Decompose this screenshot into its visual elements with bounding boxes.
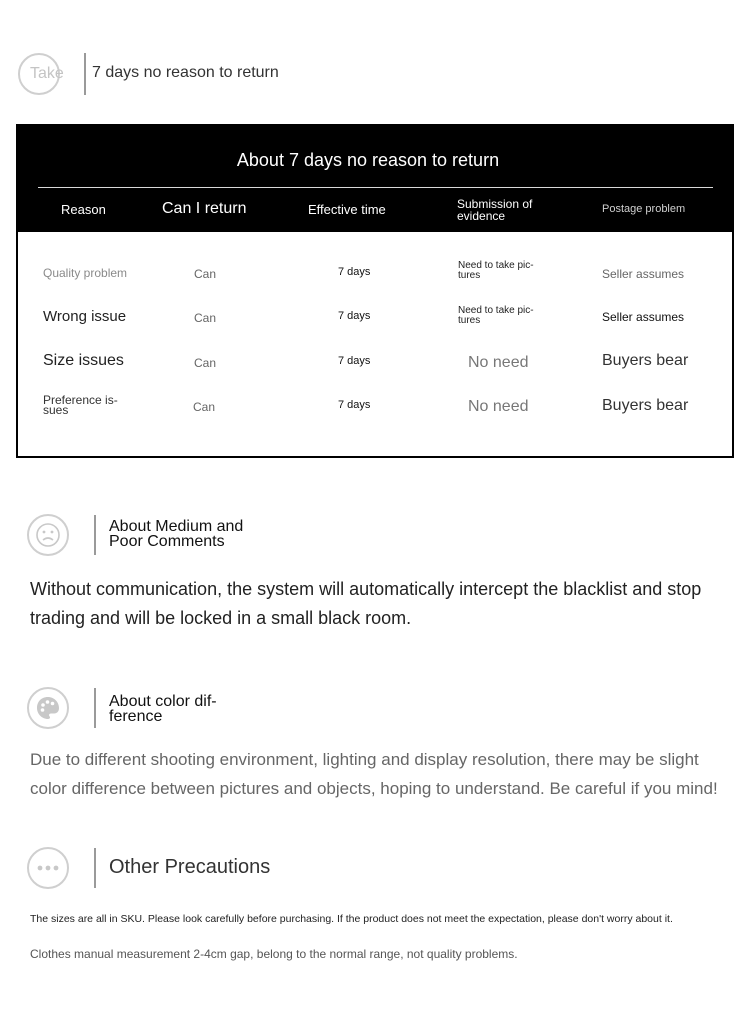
- cell-effective-time: 7 days: [338, 310, 371, 322]
- table-title: About 7 days no reason to return: [236, 150, 500, 170]
- take-badge-text: Take: [30, 65, 64, 82]
- cell-effective-time: 7 days: [338, 266, 371, 278]
- cell-postage: Buyers bear: [602, 352, 689, 369]
- cell-evidence: No need: [468, 398, 529, 415]
- cell-evidence: Need to take pic-tures: [458, 260, 534, 281]
- column-header-postage: Postage problem: [602, 203, 686, 215]
- take-badge-icon: [18, 53, 64, 95]
- precaution-note: The sizes are all in SKU. Please look carefully before purchasing. If the product does not meet the expectation, please don't worry about it.: [30, 913, 673, 925]
- section-title-line: About Medium and: [109, 518, 244, 535]
- column-header-effective-time: Effective time: [308, 202, 386, 217]
- cell-postage: Seller assumes: [602, 267, 685, 281]
- section-title-line: About color dif-: [109, 693, 217, 710]
- section-body: Without communication, the system will automatically intercept the blacklist and stop trading and will be locked in a small black room.: [30, 579, 702, 628]
- section-divider: [94, 515, 96, 555]
- section-divider: [94, 848, 96, 888]
- return-policy-table: [16, 124, 734, 458]
- cell-reason: Quality problem: [43, 266, 128, 280]
- column-header-reason: Reason: [61, 202, 106, 217]
- cell-can-return: Can: [194, 267, 217, 281]
- cell-reason: Size issues: [43, 352, 124, 369]
- section-title-line: ference: [109, 708, 163, 725]
- header-divider: [84, 53, 86, 95]
- cell-postage: Buyers bear: [602, 397, 689, 414]
- cell-reason: Preference is-sues: [43, 393, 118, 417]
- cell-evidence: No need: [468, 354, 529, 371]
- cell-can-return: Can: [194, 311, 217, 325]
- table-header: [18, 126, 732, 232]
- header-title: 7 days no reason to return: [92, 64, 279, 81]
- cell-effective-time: 7 days: [338, 355, 371, 367]
- cell-evidence: Need to take pic-tures: [458, 305, 534, 326]
- section-title: [109, 519, 243, 549]
- section-title-line: Poor Comments: [109, 533, 225, 550]
- more-dots-icon: [27, 847, 69, 889]
- precaution-note: Clothes manual measurement 2-4cm gap, belong to the normal range, not quality problems.: [30, 947, 518, 961]
- section-body: Due to different shooting environment, lighting and display resolution, there may be slight color difference between pictures and objects, hoping to understand. Be careful if you mind!: [30, 750, 718, 798]
- column-header-evidence: Submission of evidence: [457, 197, 533, 223]
- cell-can-return: Can: [194, 356, 217, 370]
- cell-postage: Seller assumes: [602, 310, 685, 324]
- section-title: [109, 694, 217, 724]
- column-header-can-return: Can I return: [162, 200, 247, 217]
- palette-icon: [27, 687, 69, 729]
- section-title: Other Precautions: [109, 856, 271, 878]
- section-divider: [94, 688, 96, 728]
- cell-can-return: Can: [193, 400, 216, 414]
- table-header-divider: [38, 187, 713, 188]
- sad-face-icon: [27, 514, 69, 556]
- cell-effective-time: 7 days: [338, 399, 371, 411]
- cell-reason: Wrong issue: [43, 308, 127, 325]
